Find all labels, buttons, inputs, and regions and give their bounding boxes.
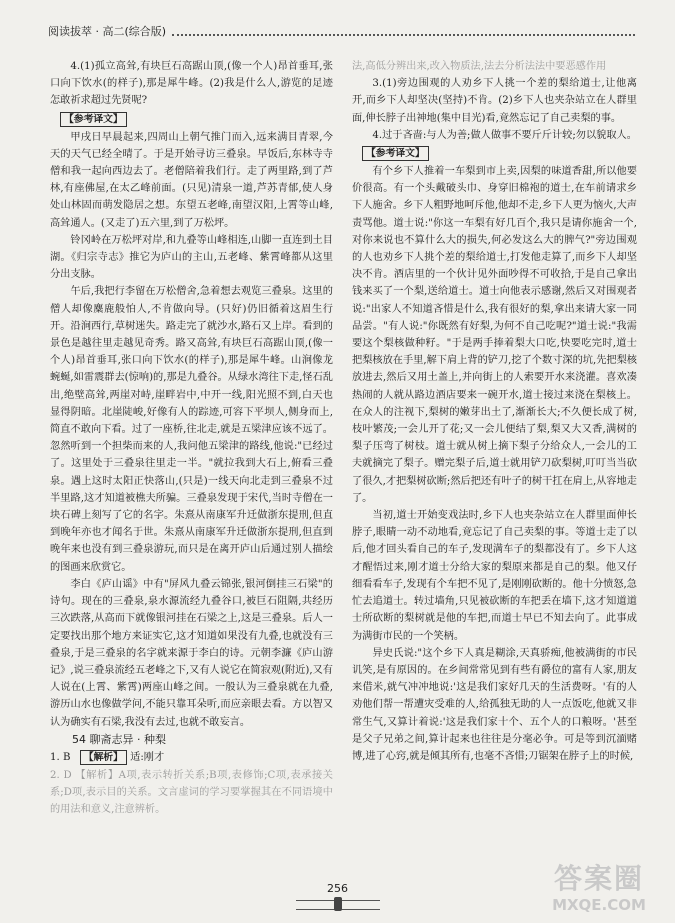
footer-ornament — [296, 900, 380, 910]
header-dotted-rule — [172, 26, 635, 36]
answer-2-faded: 2. D 【解析】A项,表示转折关系;B项,表修饰;C项,表承接关系;D项,表示目的关系。文言虚词的学习要掌握其在不同语境中的用法和意义,注意辨析。 — [50, 769, 333, 816]
answer-q4-right: 4.过于吝啬:与人为善;做人做事不要斤斤计较;勿以貌取人。 — [372, 129, 637, 141]
reference-translation-tag: 【参考译文】 — [60, 112, 127, 127]
watermark-logo: 答案圈 MXQE.COM — [552, 862, 646, 914]
section-heading: 54 聊斋志异 · 种梨 — [72, 732, 166, 746]
translation-para-1: 甲戌日早晨起来,四周山上朝气推门而入,远来满目青翠,今天的天气已经全晴了。于是开始寻访三叠泉。早饭后,东林寺寺僧和我一起向西边去了。老僧陪着我们行。走了两里路,到了芦林,有座佛屋,在太乙峰前面。(只见)清泉一道,芦苏青郁,使人身处山林固而萌发隐居之想。东望五老峰,南望汉阳,上霄等山峰,高耸通人。(又走了)五六里,到了万松坪。 — [50, 131, 333, 229]
right-column — [352, 58, 637, 765]
answer-q3: 3.(1)旁边围观的人劝乡下人挑一个差的梨给道士,让他离开,而乡下人却坚决(坚持)不肯。(2)乡下人也夹杂站立在人群里面,伸长脖子出神地(集中目光)看,竟然忘记了自己卖梨的事。 — [352, 78, 637, 124]
translation-para-4: 李白《庐山谣》中有"屏风九叠云锦张,银河倒挂三石梁"的诗句。现在的三叠泉,泉水源流经九叠谷口,被巨石阻隔,共经历三次跌落,从高而下就像银河挂在石梁之上,这是三叠泉。后人一定要找出那个地方来证实它,这才知道如果没有九叠,也就没有三叠泉,于是三叠泉的名字就来源于李白的诗。元朝李濂《庐山游记》,说三叠泉流经五老峰之下,又有人说它在简寂观(附近),又有人说在(上霄、紫霄)两座山峰之间。一般认为三叠泉就在九叠,游历山水也像做学问,不能只靠耳朵听,而应亲眼去看。方以智又认为确实有石梁,我没有去过,也就不敢妄言。 — [50, 578, 333, 728]
running-header — [48, 22, 635, 40]
answer-q4: 4.(1)孤立高耸,有块巨石高踞山顶,(像一个人)昂首垂耳,张口向下饮水(的样子),那是犀牛峰。(2)我是什么人,游览的足迹怎敢祈求超过先贤呢? — [50, 61, 333, 107]
answer-1-explanation: 适:刚才 — [130, 751, 165, 763]
answer-1-letter: 1. B — [50, 751, 71, 763]
right-translation-para-3: 异史氏说:"这个乡下人真是糊涂,天真骄痴,他被满街的市民讥笑,是有原因的。在乡间常常见到有些有爵位的富有人家,朋友来借米,就气冲冲地说:'这是我们家好几天的生活费呀。'有的人劝他们帮一帮遭灾受难的人,给孤独无助的人一点饭吃,他就又非常生气,又算计着说:'这是我们家十个、五个人的口粮呀。'甚至是父子兄弟之间,算计起来也往往是分毫必争。可是等到沉湎赌博,进了心窍,就是倾其所有,也毫不吝惜;刀锯架在脖子上的时候, — [352, 647, 637, 762]
left-column — [50, 58, 333, 819]
reference-translation-tag-right: 【参考译文】 — [362, 146, 429, 161]
header-title: 阅读拔萃 · 高二(综合版) — [48, 25, 167, 38]
translation-para-3: 午后,我把行李留在万松僧舍,急着想去观览三叠泉。这里的僧人却像麋鹿般怕人,不肯做向导。(只好)仍旧循着这眉生行开。沿涧西行,草树迷失。路走完了就沙水,路石又上岸。看到的景色是越往里走越见奇秀。路又高耸,有块巨石高踞山顶,(像一个人)昂首垂耳,张口向下饮水(的样子),那是犀牛峰。山涧像龙蜿蜒,如雷震群去(惊响)的,那是九叠谷。从绿水湾往下走,怪石乱出,绝壁高耸,两崖对峙,崖畔岩中,中开一线,阳光照不到,白天也显得阴暗。北崖陡峻,好像有人的踪迹,可容下平坝人,侧身而上,简直不敢向下看。过了一座桥,往北走,就是五梁津应该不远了。忽然听到一个担柴而来的人,我问他五梁津的路线,他说:"已经过了。这里处于三叠泉往里走一半。"就拉我到大石上,俯看三叠泉。遇上这时太阳正快落山,(只是)一线天向北走到三叠泉不过半里路,这才知道被樵夫所骗。三叠泉发现于宋代,当时寺僧在一块石碑上刻写了它的名字。朱熹从南康军升迁做浙东提刑,但直到晚年亦也才闻名于世。朱熹从南康军升迁做浙东提刑,但直到晚年来也没有到三叠泉游玩,而只是在离开庐山后通过别人描绘的图画来欣赏它。 — [50, 286, 333, 573]
page-number: 256 — [327, 882, 348, 895]
right-translation-para-2: 当初,道士开始变戏法时,乡下人也夹杂站立在人群里面伸长脖子,眼睛一动不动地看,竟忘记了自己卖梨的事。等道士走了以后,他才回头看自己的车子,发现满车子的梨都没有了。乡下人这才醒悟过来,刚才道士分给大家的梨原来都是自己的梨。他又仔细看看车子,发现有个车把不见了,是刚刚砍断的。他十分愤怒,急忙去追道士。转过墙角,只见被砍断的车把丢在墙下,这才知道道士所砍断的梨树就是他的车把,而道士早已不知去向了。此事成为满街市民的一个笑柄。 — [352, 510, 637, 642]
right-translation-para-1: 有个乡下人推着一车梨到市上卖,因梨的味道香甜,所以他要价很高。有一个头戴破头巾、身穿旧棉袍的道士,在车前请求乡下人施舍。乡下人粗野地呵斥他,他却不走,乡下人更为恼火,大声责骂他。道士说:"你这一车梨有好几百个,我只是请你施舍一个,对你来说也不算什么大的损失,何必发这么大的脾气?"旁边围观的人也劝乡下人挑个差的梨给道士,打发他走算了,而乡下人却坚决不肯。酒店里的一个伙计见外面吵得不可收拾,于是自己拿出钱来买了一个梨,送给道士。道士向他表示感谢,然后又对围观者说:"出家人不知道吝惜是什么,我有很好的梨,拿出来请大家一同品尝。"有人说:"你既然有好梨,为何不自己吃呢?"道士说:"我需要这个梨核做种籽。"于是两手捧着梨大口吃,快要吃完时,道士把梨核放在手里,解下肩上背的铲刀,挖了个数寸深的坑,先把梨核放进去,然后又用土盖上,并向街上的人索要开水来浇灌。喜欢凑热闹的人就从路边酒店要来一碗开水,道士接过来浇在梨核上。在众人的注视下,梨树的嫩芽出土了,渐渐长大;不久便长成了树,枝叶繁茂;一会儿开了花;又一会儿便结了梨,梨又大又香,满树的梨子压弯了树枝。道士就从树上摘下梨子分给众人,一会儿的工夫就摘完了梨子。赠完梨子后,道士就用铲刀砍梨树,叮叮当当砍了很久,才把梨树砍断;然后把还有叶子的树干扛在肩上,从容地走了。 — [352, 166, 637, 504]
analysis-tag: 【解析】 — [80, 750, 127, 765]
translation-para-2: 铃冈岭在万松坪对岸,和九叠等山峰相连,山脚一直连到土目湖。《归宗寺志》推它为庐山的主山,五老峰、紫霄峰都从这里分出支脉。 — [50, 234, 333, 281]
faded-top-line: 法,高低分辨出来,改入物质法,法去分析法法中要恶感作用 — [352, 61, 607, 72]
answer-1 — [50, 748, 333, 767]
